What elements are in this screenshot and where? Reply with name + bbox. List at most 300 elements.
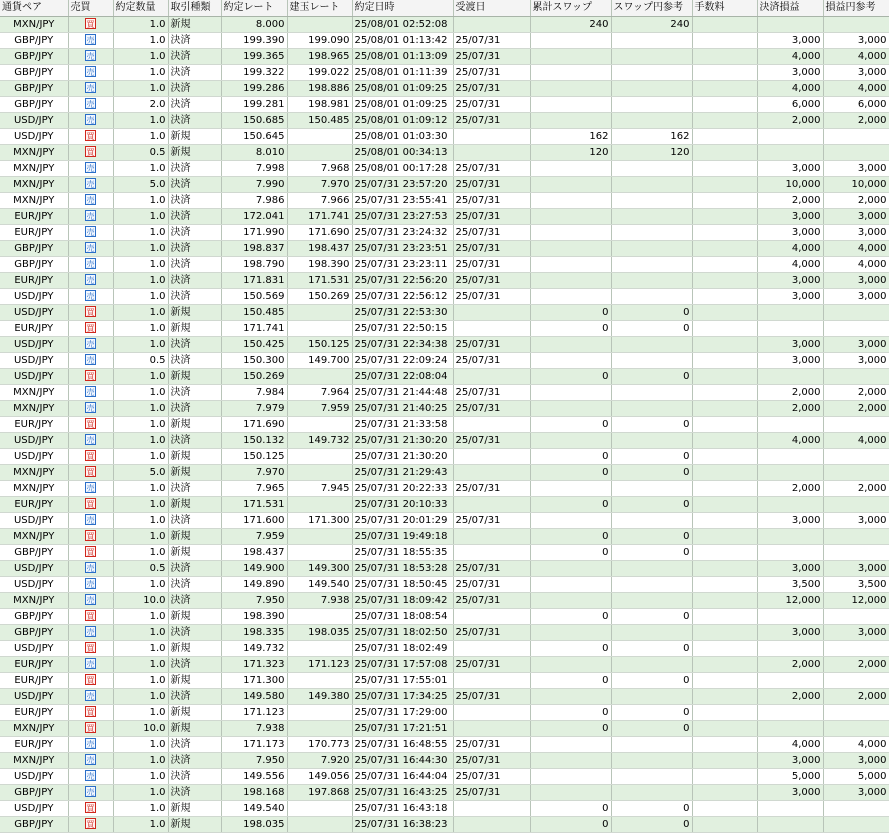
cell-side xyxy=(68,512,113,528)
cell-side xyxy=(68,112,113,128)
cell-swap-jpy: 0 xyxy=(611,704,692,720)
table-row[interactable] xyxy=(0,672,889,688)
cell-currency-pair: EUR/JPY xyxy=(0,224,68,240)
cell-position-rate: 198.965 xyxy=(287,48,352,64)
cell-fee xyxy=(692,96,757,112)
cell-fee xyxy=(692,224,757,240)
cell-fee xyxy=(692,656,757,672)
column-header-currency-pair[interactable]: 通貨ペア xyxy=(0,0,68,16)
cell-exec-rate: 7.998 xyxy=(221,160,287,176)
cell-settle-pl: 2,000 xyxy=(757,112,823,128)
cell-fee xyxy=(692,144,757,160)
table-row[interactable] xyxy=(0,80,889,96)
table-row[interactable] xyxy=(0,496,889,512)
sell-badge: 売 xyxy=(86,596,95,605)
cell-exec-datetime: 25/08/01 01:13:42 xyxy=(352,32,453,48)
cell-position-rate xyxy=(287,704,352,720)
cell-settle-date xyxy=(453,304,530,320)
cell-side xyxy=(68,736,113,752)
table-row[interactable] xyxy=(0,160,889,176)
cell-settle-date: 25/07/31 xyxy=(453,192,530,208)
cell-pl-jpy: 3,000 xyxy=(823,208,889,224)
cell-exec-datetime: 25/07/31 21:40:25 xyxy=(352,400,453,416)
cell-currency-pair: MXN/JPY xyxy=(0,176,68,192)
table-row[interactable] xyxy=(0,544,889,560)
cell-exec-rate: 8.000 xyxy=(221,16,287,32)
table-row[interactable] xyxy=(0,368,889,384)
cell-exec-datetime: 25/08/01 01:11:39 xyxy=(352,64,453,80)
column-header-side[interactable]: 売買 xyxy=(68,0,113,16)
cell-cum-swap xyxy=(530,512,611,528)
cell-pl-jpy: 2,000 xyxy=(823,384,889,400)
cell-trade-type: 新規 xyxy=(168,368,221,384)
table-row[interactable] xyxy=(0,384,889,400)
cell-trade-type: 決済 xyxy=(168,160,221,176)
cell-settle-date xyxy=(453,16,530,32)
cell-trade-type: 決済 xyxy=(168,688,221,704)
cell-exec-datetime: 25/07/31 18:02:50 xyxy=(352,624,453,640)
cell-side xyxy=(68,400,113,416)
cell-fee xyxy=(692,64,757,80)
sell-badge: 売 xyxy=(86,52,95,61)
cell-settle-pl: 4,000 xyxy=(757,48,823,64)
sell-badge: 売 xyxy=(86,228,95,237)
cell-quantity: 1.0 xyxy=(113,816,168,832)
table-row[interactable] xyxy=(0,816,889,832)
table-row[interactable] xyxy=(0,704,889,720)
cell-side xyxy=(68,480,113,496)
cell-currency-pair: GBP/JPY xyxy=(0,816,68,832)
cell-side xyxy=(68,64,113,80)
cell-side xyxy=(68,464,113,480)
buy-badge: 買 xyxy=(86,820,95,829)
cell-exec-rate: 7.959 xyxy=(221,528,287,544)
cell-cum-swap: 0 xyxy=(530,800,611,816)
cell-settle-date: 25/07/31 xyxy=(453,208,530,224)
cell-pl-jpy: 2,000 xyxy=(823,656,889,672)
cell-exec-rate: 199.281 xyxy=(221,96,287,112)
cell-cum-swap xyxy=(530,240,611,256)
cell-settle-date: 25/07/31 xyxy=(453,480,530,496)
cell-currency-pair: GBP/JPY xyxy=(0,624,68,640)
cell-cum-swap xyxy=(530,288,611,304)
sell-badge: 売 xyxy=(86,740,95,749)
cell-quantity: 1.0 xyxy=(113,64,168,80)
cell-exec-rate: 7.970 xyxy=(221,464,287,480)
cell-exec-datetime: 25/07/31 17:55:01 xyxy=(352,672,453,688)
cell-currency-pair: GBP/JPY xyxy=(0,48,68,64)
column-header-exec-datetime[interactable]: 約定日時 xyxy=(352,0,453,16)
cell-cum-swap xyxy=(530,384,611,400)
table-row[interactable] xyxy=(0,768,889,784)
cell-quantity: 1.0 xyxy=(113,624,168,640)
sell-badge: 売 xyxy=(86,772,95,781)
column-header-cum-swap[interactable]: 累計スワップ xyxy=(530,0,611,16)
cell-exec-datetime: 25/08/01 02:52:08 xyxy=(352,16,453,32)
cell-pl-jpy: 3,000 xyxy=(823,272,889,288)
table-row[interactable] xyxy=(0,208,889,224)
table-row[interactable] xyxy=(0,688,889,704)
cell-position-rate: 198.035 xyxy=(287,624,352,640)
cell-cum-swap: 0 xyxy=(530,640,611,656)
cell-settle-pl: 4,000 xyxy=(757,736,823,752)
cell-fee xyxy=(692,240,757,256)
cell-pl-jpy xyxy=(823,448,889,464)
cell-exec-rate: 149.900 xyxy=(221,560,287,576)
cell-settle-pl: 3,000 xyxy=(757,32,823,48)
cell-swap-jpy xyxy=(611,112,692,128)
cell-exec-rate: 199.365 xyxy=(221,48,287,64)
cell-settle-date: 25/07/31 xyxy=(453,256,530,272)
table-row[interactable] xyxy=(0,400,889,416)
cell-settle-pl xyxy=(757,528,823,544)
cell-fee xyxy=(692,576,757,592)
cell-cum-swap xyxy=(530,176,611,192)
cell-currency-pair: USD/JPY xyxy=(0,336,68,352)
cell-side xyxy=(68,720,113,736)
column-header-exec-rate[interactable]: 約定レート xyxy=(221,0,287,16)
cell-settle-pl: 3,000 xyxy=(757,752,823,768)
column-header-trade-type[interactable]: 取引種類 xyxy=(168,0,221,16)
cell-currency-pair: EUR/JPY xyxy=(0,496,68,512)
cell-cum-swap: 0 xyxy=(530,416,611,432)
table-row[interactable] xyxy=(0,624,889,640)
cell-pl-jpy xyxy=(823,416,889,432)
cell-swap-jpy: 0 xyxy=(611,544,692,560)
cell-fee xyxy=(692,528,757,544)
table-row[interactable] xyxy=(0,448,889,464)
cell-settle-date: 25/07/31 xyxy=(453,656,530,672)
cell-position-rate xyxy=(287,528,352,544)
cell-settle-date: 25/07/31 xyxy=(453,272,530,288)
cell-cum-swap xyxy=(530,96,611,112)
table-row[interactable] xyxy=(0,16,889,32)
cell-cum-swap xyxy=(530,656,611,672)
cell-quantity: 1.0 xyxy=(113,608,168,624)
cell-exec-rate: 7.950 xyxy=(221,592,287,608)
cell-pl-jpy: 4,000 xyxy=(823,48,889,64)
cell-pl-jpy xyxy=(823,496,889,512)
sell-badge: 売 xyxy=(86,628,95,637)
cell-fee xyxy=(692,32,757,48)
cell-cum-swap: 0 xyxy=(530,816,611,832)
cell-fee xyxy=(692,336,757,352)
cell-trade-type: 新規 xyxy=(168,16,221,32)
table-row[interactable] xyxy=(0,336,889,352)
cell-settle-date: 25/07/31 xyxy=(453,336,530,352)
sell-badge: 売 xyxy=(86,84,95,93)
table-row[interactable] xyxy=(0,560,889,576)
table-row[interactable] xyxy=(0,320,889,336)
cell-cum-swap xyxy=(530,272,611,288)
cell-side xyxy=(68,688,113,704)
table-row[interactable] xyxy=(0,512,889,528)
table-row[interactable] xyxy=(0,432,889,448)
cell-exec-rate: 7.979 xyxy=(221,400,287,416)
table-row[interactable] xyxy=(0,720,889,736)
cell-cum-swap xyxy=(530,160,611,176)
column-header-settle-date[interactable]: 受渡日 xyxy=(453,0,530,16)
column-header-swap-jpy[interactable]: スワップ円参考 xyxy=(611,0,692,16)
cell-exec-rate: 149.732 xyxy=(221,640,287,656)
cell-quantity: 1.0 xyxy=(113,48,168,64)
cell-settle-date xyxy=(453,368,530,384)
table-row[interactable] xyxy=(0,464,889,480)
cell-settle-date: 25/07/31 xyxy=(453,32,530,48)
cell-exec-datetime: 25/07/31 16:43:25 xyxy=(352,784,453,800)
cell-quantity: 0.5 xyxy=(113,352,168,368)
cell-pl-jpy: 2,000 xyxy=(823,192,889,208)
cell-fee xyxy=(692,176,757,192)
table-row[interactable] xyxy=(0,480,889,496)
table-row[interactable] xyxy=(0,144,889,160)
cell-fee xyxy=(692,752,757,768)
cell-pl-jpy: 3,000 xyxy=(823,512,889,528)
cell-pl-jpy: 10,000 xyxy=(823,176,889,192)
sell-badge: 売 xyxy=(86,692,95,701)
cell-exec-datetime: 25/07/31 21:44:48 xyxy=(352,384,453,400)
cell-trade-type: 新規 xyxy=(168,128,221,144)
cell-pl-jpy xyxy=(823,304,889,320)
cell-currency-pair: USD/JPY xyxy=(0,432,68,448)
table-row[interactable] xyxy=(0,416,889,432)
cell-trade-type: 決済 xyxy=(168,560,221,576)
cell-cum-swap xyxy=(530,432,611,448)
cell-cum-swap: 0 xyxy=(530,672,611,688)
table-row[interactable] xyxy=(0,96,889,112)
cell-exec-rate: 150.425 xyxy=(221,336,287,352)
cell-pl-jpy: 3,000 xyxy=(823,560,889,576)
cell-pl-jpy: 4,000 xyxy=(823,240,889,256)
cell-trade-type: 決済 xyxy=(168,400,221,416)
cell-currency-pair: USD/JPY xyxy=(0,800,68,816)
cell-exec-rate: 8.010 xyxy=(221,144,287,160)
cell-exec-rate: 150.485 xyxy=(221,304,287,320)
cell-quantity: 1.0 xyxy=(113,496,168,512)
cell-fee xyxy=(692,624,757,640)
column-header-pl-jpy[interactable]: 損益円参考 xyxy=(823,0,889,16)
cell-position-rate xyxy=(287,304,352,320)
cell-fee xyxy=(692,816,757,832)
cell-currency-pair: MXN/JPY xyxy=(0,592,68,608)
cell-trade-type: 決済 xyxy=(168,752,221,768)
sell-badge: 売 xyxy=(86,660,95,669)
cell-trade-type: 決済 xyxy=(168,32,221,48)
table-row[interactable] xyxy=(0,304,889,320)
cell-fee xyxy=(692,160,757,176)
cell-currency-pair: USD/JPY xyxy=(0,304,68,320)
cell-position-rate xyxy=(287,496,352,512)
cell-quantity: 1.0 xyxy=(113,768,168,784)
cell-trade-type: 新規 xyxy=(168,416,221,432)
table-row[interactable] xyxy=(0,128,889,144)
cell-position-rate: 198.981 xyxy=(287,96,352,112)
cell-side xyxy=(68,592,113,608)
cell-pl-jpy: 3,000 xyxy=(823,784,889,800)
cell-pl-jpy xyxy=(823,720,889,736)
cell-cum-swap xyxy=(530,336,611,352)
table-row[interactable] xyxy=(0,224,889,240)
cell-settle-pl xyxy=(757,720,823,736)
cell-currency-pair: USD/JPY xyxy=(0,640,68,656)
cell-swap-jpy: 162 xyxy=(611,128,692,144)
cell-exec-datetime: 25/08/01 01:13:09 xyxy=(352,48,453,64)
cell-settle-pl xyxy=(757,304,823,320)
cell-settle-pl xyxy=(757,144,823,160)
column-header-position-rate[interactable]: 建玉レート xyxy=(287,0,352,16)
cell-exec-datetime: 25/08/01 01:09:12 xyxy=(352,112,453,128)
cell-trade-type: 決済 xyxy=(168,240,221,256)
cell-pl-jpy xyxy=(823,464,889,480)
cell-pl-jpy xyxy=(823,672,889,688)
cell-pl-jpy xyxy=(823,816,889,832)
cell-settle-pl: 5,000 xyxy=(757,768,823,784)
column-header-fee[interactable]: 手数料 xyxy=(692,0,757,16)
cell-exec-rate: 171.990 xyxy=(221,224,287,240)
cell-settle-date: 25/07/31 xyxy=(453,624,530,640)
cell-side xyxy=(68,144,113,160)
table-row[interactable] xyxy=(0,592,889,608)
cell-cum-swap: 0 xyxy=(530,304,611,320)
cell-position-rate: 197.868 xyxy=(287,784,352,800)
cell-pl-jpy: 2,000 xyxy=(823,688,889,704)
cell-trade-type: 決済 xyxy=(168,272,221,288)
cell-trade-type: 決済 xyxy=(168,480,221,496)
cell-settle-date xyxy=(453,144,530,160)
cell-cum-swap xyxy=(530,688,611,704)
cell-swap-jpy: 0 xyxy=(611,304,692,320)
cell-quantity: 1.0 xyxy=(113,784,168,800)
cell-settle-date: 25/07/31 xyxy=(453,400,530,416)
cell-swap-jpy xyxy=(611,32,692,48)
cell-quantity: 1.0 xyxy=(113,528,168,544)
cell-exec-datetime: 25/07/31 21:33:58 xyxy=(352,416,453,432)
cell-currency-pair: GBP/JPY xyxy=(0,64,68,80)
cell-settle-date: 25/07/31 xyxy=(453,592,530,608)
table-row[interactable] xyxy=(0,640,889,656)
cell-trade-type: 新規 xyxy=(168,608,221,624)
cell-exec-datetime: 25/08/01 01:09:25 xyxy=(352,80,453,96)
cell-exec-datetime: 25/07/31 17:21:51 xyxy=(352,720,453,736)
table-row[interactable] xyxy=(0,240,889,256)
buy-badge: 買 xyxy=(86,20,95,29)
cell-exec-datetime: 25/07/31 19:49:18 xyxy=(352,528,453,544)
cell-exec-rate: 171.123 xyxy=(221,704,287,720)
cell-side xyxy=(68,784,113,800)
cell-position-rate xyxy=(287,16,352,32)
cell-settle-date: 25/07/31 xyxy=(453,688,530,704)
sell-badge: 売 xyxy=(86,580,95,589)
buy-badge: 買 xyxy=(86,708,95,717)
cell-cum-swap: 0 xyxy=(530,448,611,464)
cell-quantity: 1.0 xyxy=(113,384,168,400)
table-row[interactable] xyxy=(0,256,889,272)
sell-badge: 売 xyxy=(86,756,95,765)
cell-quantity: 0.5 xyxy=(113,560,168,576)
table-row[interactable] xyxy=(0,608,889,624)
cell-swap-jpy xyxy=(611,240,692,256)
cell-exec-rate: 150.132 xyxy=(221,432,287,448)
sell-badge: 売 xyxy=(86,100,95,109)
cell-settle-pl: 3,000 xyxy=(757,208,823,224)
cell-quantity: 1.0 xyxy=(113,272,168,288)
cell-cum-swap xyxy=(530,752,611,768)
cell-pl-jpy xyxy=(823,640,889,656)
cell-fee xyxy=(692,544,757,560)
cell-quantity: 1.0 xyxy=(113,672,168,688)
cell-position-rate: 149.300 xyxy=(287,560,352,576)
sell-badge: 売 xyxy=(86,356,95,365)
column-header-quantity[interactable]: 約定数量 xyxy=(113,0,168,16)
cell-exec-datetime: 25/08/01 00:34:13 xyxy=(352,144,453,160)
cell-side xyxy=(68,368,113,384)
cell-currency-pair: GBP/JPY xyxy=(0,608,68,624)
cell-settle-date: 25/07/31 xyxy=(453,784,530,800)
table-row[interactable] xyxy=(0,352,889,368)
cell-pl-jpy xyxy=(823,800,889,816)
table-row[interactable] xyxy=(0,736,889,752)
cell-cum-swap: 0 xyxy=(530,704,611,720)
cell-cum-swap xyxy=(530,48,611,64)
column-header-settle-pl[interactable]: 決済損益 xyxy=(757,0,823,16)
cell-settle-pl xyxy=(757,16,823,32)
table-row[interactable] xyxy=(0,528,889,544)
cell-currency-pair: MXN/JPY xyxy=(0,192,68,208)
table-row[interactable] xyxy=(0,48,889,64)
cell-side xyxy=(68,336,113,352)
cell-settle-date: 25/07/31 xyxy=(453,112,530,128)
table-row[interactable] xyxy=(0,176,889,192)
cell-exec-datetime: 25/07/31 18:08:54 xyxy=(352,608,453,624)
table-row[interactable] xyxy=(0,752,889,768)
cell-position-rate: 198.390 xyxy=(287,256,352,272)
table-row[interactable] xyxy=(0,64,889,80)
buy-badge: 買 xyxy=(86,644,95,653)
cell-position-rate: 149.540 xyxy=(287,576,352,592)
table-row[interactable] xyxy=(0,112,889,128)
cell-settle-pl: 4,000 xyxy=(757,256,823,272)
cell-pl-jpy: 3,000 xyxy=(823,336,889,352)
table-row[interactable] xyxy=(0,272,889,288)
cell-side xyxy=(68,352,113,368)
cell-exec-rate: 149.556 xyxy=(221,768,287,784)
cell-quantity: 1.0 xyxy=(113,704,168,720)
cell-quantity: 1.0 xyxy=(113,208,168,224)
table-row[interactable] xyxy=(0,192,889,208)
cell-trade-type: 新規 xyxy=(168,304,221,320)
cell-exec-datetime: 25/07/31 18:53:28 xyxy=(352,560,453,576)
cell-exec-rate: 171.323 xyxy=(221,656,287,672)
table-row[interactable] xyxy=(0,288,889,304)
table-row[interactable] xyxy=(0,32,889,48)
cell-exec-rate: 7.984 xyxy=(221,384,287,400)
table-row[interactable] xyxy=(0,576,889,592)
cell-swap-jpy xyxy=(611,560,692,576)
cell-fee xyxy=(692,608,757,624)
table-row[interactable] xyxy=(0,800,889,816)
cell-fee xyxy=(692,80,757,96)
cell-trade-type: 新規 xyxy=(168,144,221,160)
cell-exec-rate: 150.569 xyxy=(221,288,287,304)
cell-currency-pair: USD/JPY xyxy=(0,128,68,144)
table-row[interactable] xyxy=(0,784,889,800)
cell-exec-rate: 171.600 xyxy=(221,512,287,528)
cell-quantity: 1.0 xyxy=(113,640,168,656)
cell-swap-jpy xyxy=(611,160,692,176)
table-row[interactable] xyxy=(0,656,889,672)
cell-position-rate xyxy=(287,448,352,464)
table-body xyxy=(0,16,889,832)
